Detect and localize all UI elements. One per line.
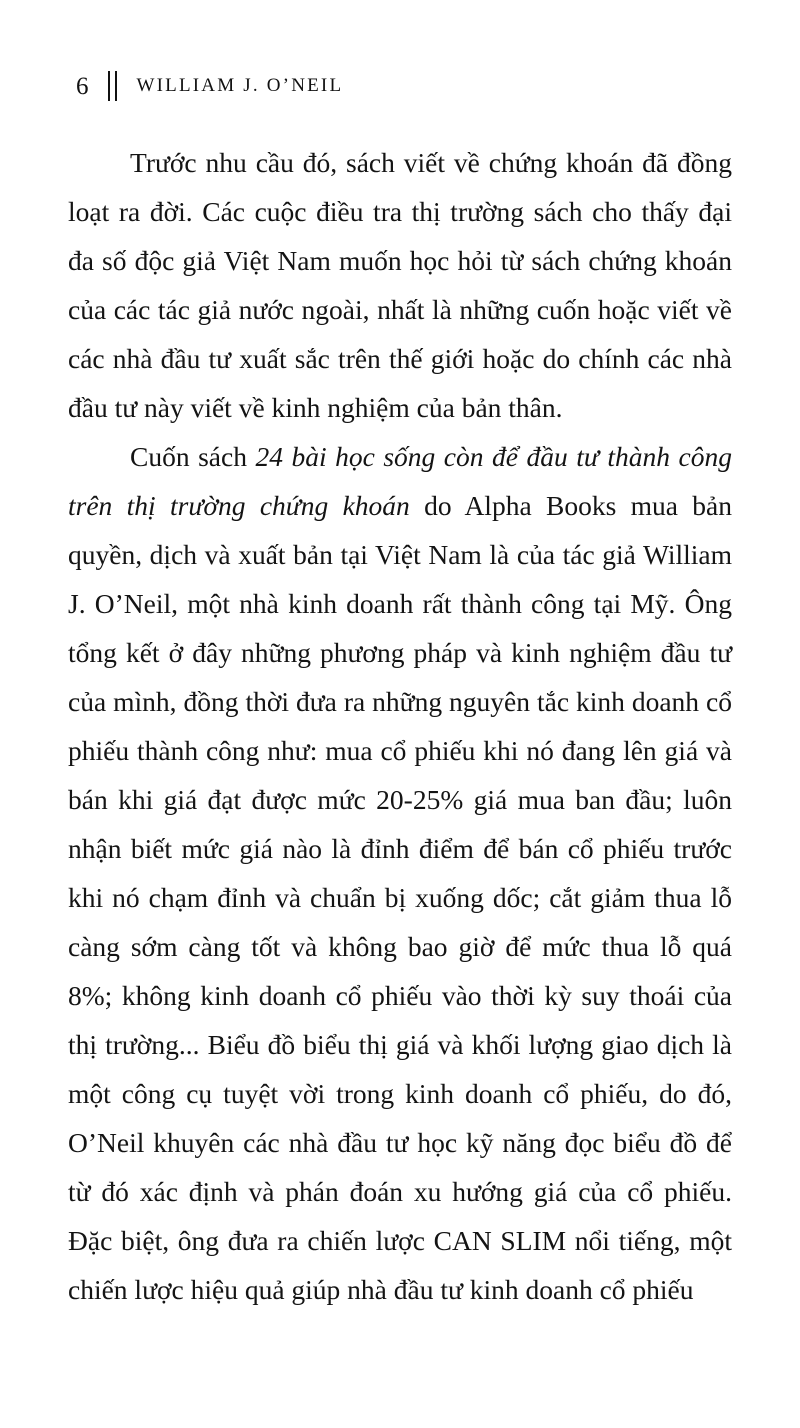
- paragraph-2-lead: Cuốn sách: [130, 441, 256, 472]
- double-vertical-rule-icon: [107, 71, 119, 101]
- body-text: [68, 138, 732, 1314]
- paragraph-2-rest: do Alpha Books mua bản quyền, dịch và xuất bản tại Việt Nam là của tác giả William J. O’Neil, một nhà kinh doanh rất thành công tại Mỹ. Ông tổng kết ở đây những phương pháp và kinh nghiệm đầu tư của mình, đồng thời đưa ra những nguyên tắc kinh doanh cổ phiếu thành công như: mua cổ phiếu khi nó đang lên giá và bán khi giá đạt được mức 20-25% giá mua ban đầu; luôn nhận biết mức giá nào là đỉnh điểm để bán cổ phiếu trước khi nó chạm đỉnh và chuẩn bị xuống dốc; cắt giảm thua lỗ càng sớm càng tốt và không bao giờ để mức thua lỗ quá 8%; không kinh doanh cổ phiếu vào thời kỳ suy thoái của thị trường... Biểu đồ biểu thị giá và khối lượng giao dịch là một công cụ tuyệt vời trong kinh doanh cổ phiếu, do đó, O’Neil khuyên các nhà đầu tư học kỹ năng đọc biểu đồ để từ đó xác định và phán đoán xu hướng giá của cổ phiếu. Đặc biệt, ông đưa ra chiến lược CAN SLIM nổi tiếng, một chiến lược hiệu quả giúp nhà đầu tư kinh doanh cổ phiếu: [68, 490, 732, 1305]
- running-head-author: WILLIAM J. O’NEIL: [136, 75, 344, 96]
- page-number: 6: [76, 72, 89, 100]
- running-head: [68, 62, 732, 110]
- paragraph-1: Trước nhu cầu đó, sách viết về chứng khoán đã đồng loạt ra đời. Các cuộc điều tra thị trường sách cho thấy đại đa số độc giả Việt Nam muốn học hỏi từ sách chứng khoán của các tác giả nước ngoài, nhất là những cuốn hoặc viết về các nhà đầu tư xuất sắc trên thế giới hoặc do chính các nhà đầu tư này viết về kinh nghiệm của bản thân.: [68, 147, 732, 423]
- book-title-italic: 24 bài học sống còn để đầu tư thành công trên thị trường chứng khoán: [68, 441, 732, 521]
- paragraph-2: [68, 432, 732, 1314]
